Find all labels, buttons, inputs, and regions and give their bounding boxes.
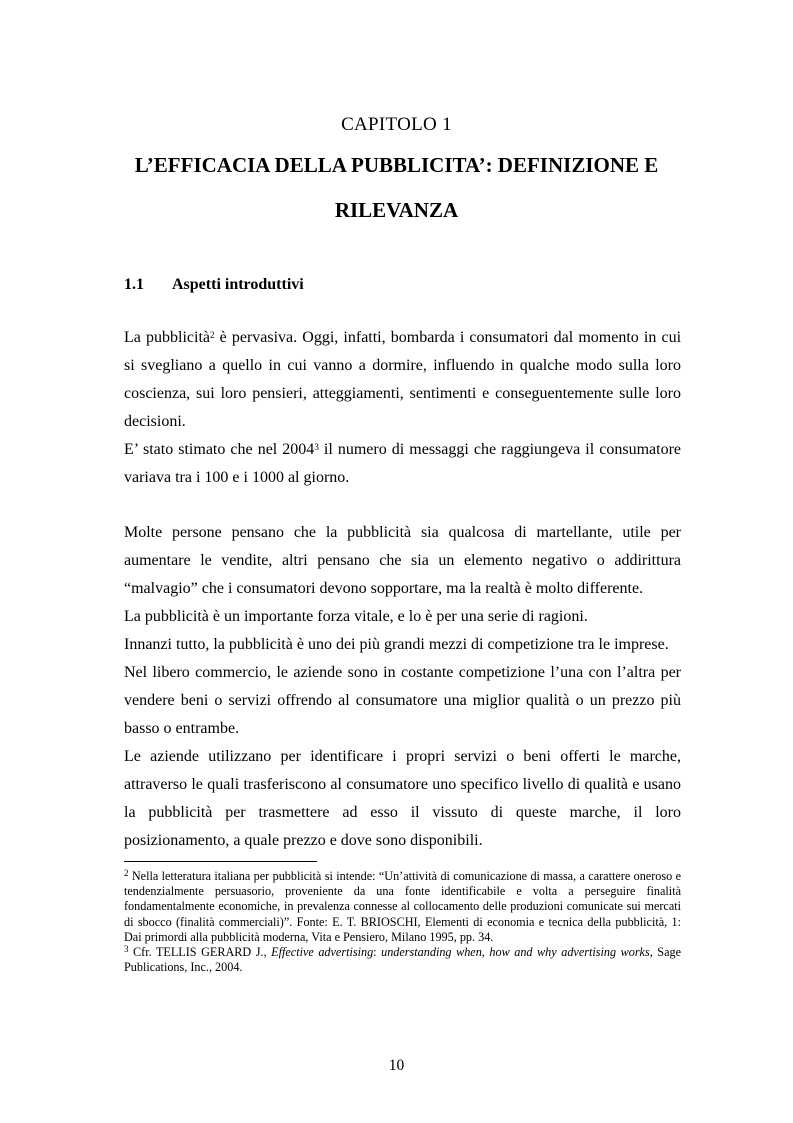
paragraph-main bbox=[124, 519, 681, 855]
section-heading bbox=[124, 276, 304, 294]
page-number: 10 bbox=[388, 1057, 405, 1074]
footnote-ref[interactable]: 2 bbox=[210, 330, 215, 340]
chapter-title-line-2: RILEVANZA bbox=[334, 198, 459, 222]
section-title: Aspetti introduttivi bbox=[172, 276, 304, 293]
section-number: 1.1 bbox=[124, 276, 144, 293]
paragraph-intro bbox=[124, 324, 681, 492]
chapter-title-line-1: L’EFFICACIA DELLA PUBBLICITA’: DEFINIZIONE E bbox=[134, 153, 659, 177]
footnotes bbox=[124, 869, 681, 975]
footnote-marker: 3 bbox=[124, 944, 129, 955]
paragraph-sentence: E’ stato stimato che nel 2004$^3$ il numero di messaggi che raggiungeva il consumatore variava tra i 100 e i 1000 al giorno. bbox=[124, 441, 681, 486]
paragraph-line: Innanzi tutto, la pubblicità è uno dei più grandi mezzi di competizione tra le imprese. bbox=[124, 636, 669, 653]
paragraph-sentence: La pubblicità$^2$ è pervasiva. Oggi, infatti, bombarda i consumatori dal momento in cui si svegliano a quello in cui vanno a dormire, influendo in qualche modo sulla loro coscienza, sui loro pensieri, atteggiamenti, sentimenti e conseguentemente sulle loro decisioni. bbox=[124, 329, 682, 430]
paragraph-line: Molte persone pensano che la pubblicità sia qualcosa di martellante, utile per aumentare le vendite, altri pensano che sia un elemento negativo o addirittura “malvagio” che i consumatori devono sopportare, ma la realtà è molto differente. bbox=[124, 524, 681, 597]
chapter-title bbox=[110, 143, 683, 233]
footnote-divider bbox=[124, 861, 317, 862]
footnote-3: $^3$ Cfr. TELLIS GERARD J., Effective advertising: understanding when, how and why advertising works, Sage Publications, Inc., 2004. bbox=[124, 944, 681, 975]
footnote-2: $^2$ Nella letteratura italiana per pubblicità si intende: “Un’attività di comunicazione di massa, a carattere oneroso e tendenzialmente persuasorio, proveniente da una fonte identificabile e volta a perseguire finalità fondamentalmente economiche, in prevalenza connesse al collocamento delle produzioni comunicate sui mercati di sbocco (finalità commerciali)”. Fonte: E. T. BRIOSCHI, Elementi di economia e tecnica della pubblicità, 1: Dai primordi alla pubblicità moderna, Vita e Pensiero, Milano 1995, pp. 34. bbox=[124, 868, 681, 944]
paragraph-line: La pubblicità è un importante forza vitale, e lo è per una serie di ragioni. bbox=[124, 608, 588, 625]
paragraph-line: Le aziende utilizzano per identificare i propri servizi o beni offerti le marche, attraverso le quali trasferiscono al consumatore uno specifico livello di qualità e usano la pubblicità per trasmettere ad esso il vissuto di queste marche, il loro posizionamento, a quale prezzo e dove sono disponibili. bbox=[124, 748, 681, 849]
footnote-marker: 2 bbox=[124, 868, 129, 878]
chapter-label: CAPITOLO 1 bbox=[341, 114, 452, 135]
paragraph-line: Nel libero commercio, le aziende sono in costante competizione l’una con l’altra per vendere beni o servizi offrendo al consumatore una miglior qualità o un prezzo più basso o entrambe. bbox=[124, 664, 681, 737]
footnote-ref[interactable]: 3 bbox=[314, 442, 319, 452]
